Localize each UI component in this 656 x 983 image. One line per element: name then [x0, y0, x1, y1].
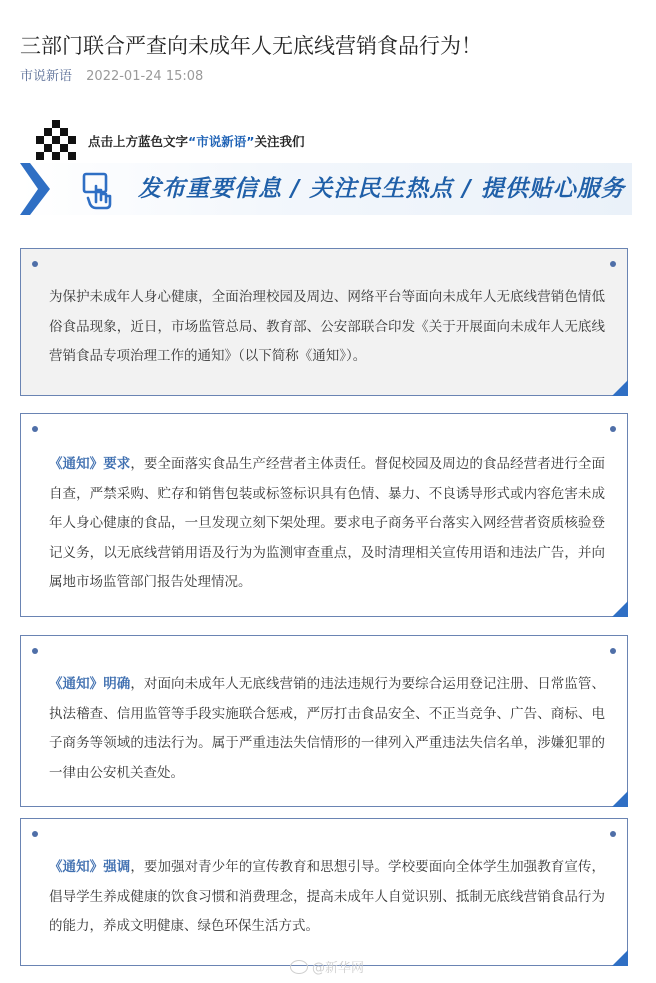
info-card	[20, 248, 628, 396]
info-card	[20, 818, 628, 966]
follow-prompt	[36, 120, 636, 160]
follow-text: 点击上方蓝色文字“市说新语”关注我们	[88, 134, 305, 149]
slogan-text: 发布重要信息 / 关注民生热点 / 提供贴心服务	[138, 176, 625, 202]
publish-time: 2022-01-24 15:08	[86, 69, 204, 84]
card-paragraph: 《通知》强调，要加强对青少年的宣传教育和思想引导。学校要面向全体学生加强教育宣传，倡导学生养成健康的饮食习惯和消费理念，提高未成年人自觉识别、抵制无底线营销食品行为的能力，养成文明健康、绿色环保生活方式。	[49, 859, 605, 934]
qr-pattern-icon	[36, 120, 76, 160]
card-paragraph: 为保护未成年人身心健康，全面治理校园及周边、网络平台等面向未成年人无底线营销色情低俗食品现象，近日，市场监管总局、教育部、公安部联合印发《关于开展面向未成年人无底线营销食品专项治理工作的通知》（以下简称《通知》）。	[49, 289, 605, 364]
follow-account-link[interactable]: “市说新语”	[188, 134, 255, 149]
card-paragraph: 《通知》要求，要全面落实食品生产经营者主体责任。督促校园及周边的食品经营者进行全面自查，严禁采购、贮存和销售包装或标签标识具有色情、暴力、不良诱导形式或内容危害未成年人身心健康的食品，一旦发现立刻下架处理。要求电子商务平台落实入网经营者资质核验登记义务，以无底线营销用语及行为为监测审查重点，及时清理相关宣传用语和违法广告，并向属地市场监管部门报告处理情况。	[49, 456, 605, 590]
card-paragraph: 《通知》明确，对面向未成年人无底线营销的违法违规行为要综合运用登记注册、日常监管、执法稽查、信用监管等手段实施联合惩戒，严厉打击食品安全、不正当竞争、广告、商标、电子商务等领域的违法行为。属于严重违法失信情形的一律列入严重违法失信名单，涉嫌犯罪的一律由公安机关查处。	[49, 676, 605, 781]
info-card	[20, 635, 628, 807]
weibo-icon	[290, 960, 308, 974]
article-title: 三部门联合严查向未成年人无底线营销食品行为！	[20, 34, 482, 58]
chevron-right-icon	[20, 163, 50, 215]
article-meta	[20, 68, 203, 86]
info-card	[20, 413, 628, 617]
author-link[interactable]: 市说新语	[20, 69, 73, 84]
hand-touch-icon	[82, 172, 116, 210]
watermark: @新华网	[290, 957, 364, 976]
slogan-banner	[20, 163, 632, 215]
